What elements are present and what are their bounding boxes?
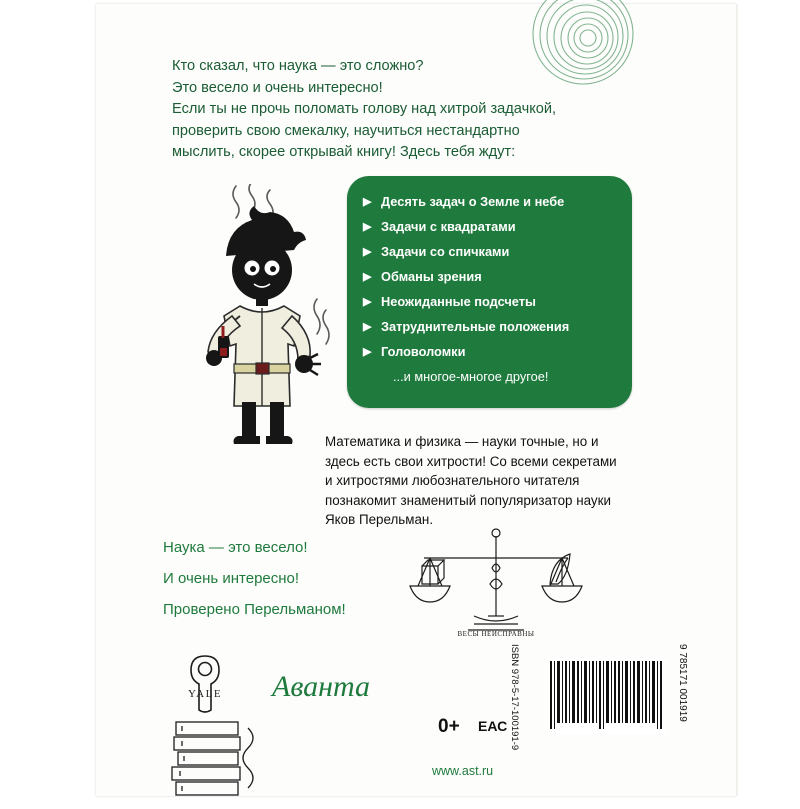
list-item-label: Десять задач о Земле и небе: [381, 194, 565, 209]
list-item-label: Обманы зрения: [381, 269, 482, 284]
triangle-bullet-icon: ▶: [363, 296, 372, 308]
triangle-bullet-icon: ▶: [363, 221, 372, 233]
scales-caption: ВЕСЫ НЕИСПРАВНЫ: [457, 630, 535, 638]
list-item: [363, 294, 632, 319]
intro-line-4: проверить свою смекалку, научиться нестандартно: [172, 122, 520, 139]
slogan-line-3: Проверено Перельманом!: [163, 601, 346, 618]
intro-line-5: мыслить, скорее открывай книгу! Здесь тебя ждут:: [172, 144, 516, 160]
book-stack-illustration: [166, 714, 276, 804]
slogan-line-1: Наука — это весело!: [163, 539, 308, 556]
triangle-bullet-icon: ▶: [363, 246, 372, 258]
slogan-line-2: И очень интересно!: [163, 570, 300, 587]
triangle-bullet-icon: ▶: [363, 321, 372, 333]
list-item-label: Головоломки: [381, 344, 466, 359]
publisher-logo: Аванта: [272, 670, 371, 703]
triangle-bullet-icon: ▶: [363, 271, 372, 283]
list-item-label: Неожиданные подсчеты: [381, 294, 536, 309]
triangle-bullet-icon: ▶: [363, 346, 372, 358]
isbn-text: ISBN 978-5-17-100191-9: [509, 644, 520, 751]
list-item: [363, 344, 632, 369]
list-item: [363, 269, 632, 294]
barcode: [548, 659, 668, 734]
yale-label: YALE: [187, 688, 223, 700]
description-paragraph: Математика и физика — науки точные, но и здесь есть свои хитрости! Со всеми секретами и хитростями любознательного читателя познакомит знаменитый популяризатор науки Яков Перельман.: [325, 434, 617, 527]
list-item-label: Задачи со спичками: [381, 244, 510, 259]
list-item: [363, 219, 632, 244]
features-list-box: [347, 176, 632, 408]
intro-line-3: Если ты не прочь поломать голову над хитрой задачкой,: [172, 101, 557, 117]
list-item: [363, 319, 632, 344]
intro-paragraph: [172, 56, 642, 164]
intro-line-1: Кто сказал, что наука — это сложно?: [172, 58, 424, 74]
features-list: [347, 176, 632, 394]
triangle-bullet-icon: ▶: [363, 196, 372, 208]
list-item-tail: ...и многое-многое другое!: [393, 369, 549, 384]
list-item-label: Затруднительные положения: [381, 319, 570, 334]
intro-line-2: Это весело и очень интересно!: [172, 79, 383, 96]
scientist-character-illustration: [174, 184, 364, 454]
yale-stamp-illustration: [172, 652, 238, 714]
list-item: [363, 194, 632, 219]
list-item-label: Задачи с квадратами: [381, 219, 516, 234]
svg-text:ЕАС: ЕАС: [478, 718, 508, 734]
list-item: [363, 244, 632, 269]
book-back-cover: [96, 4, 736, 796]
barcode-digits: 9 785171 001919: [677, 644, 688, 722]
slogan-block: [163, 532, 423, 625]
website-link[interactable]: www.ast.ru: [432, 764, 494, 778]
age-rating-badge: 0+: [438, 716, 460, 737]
